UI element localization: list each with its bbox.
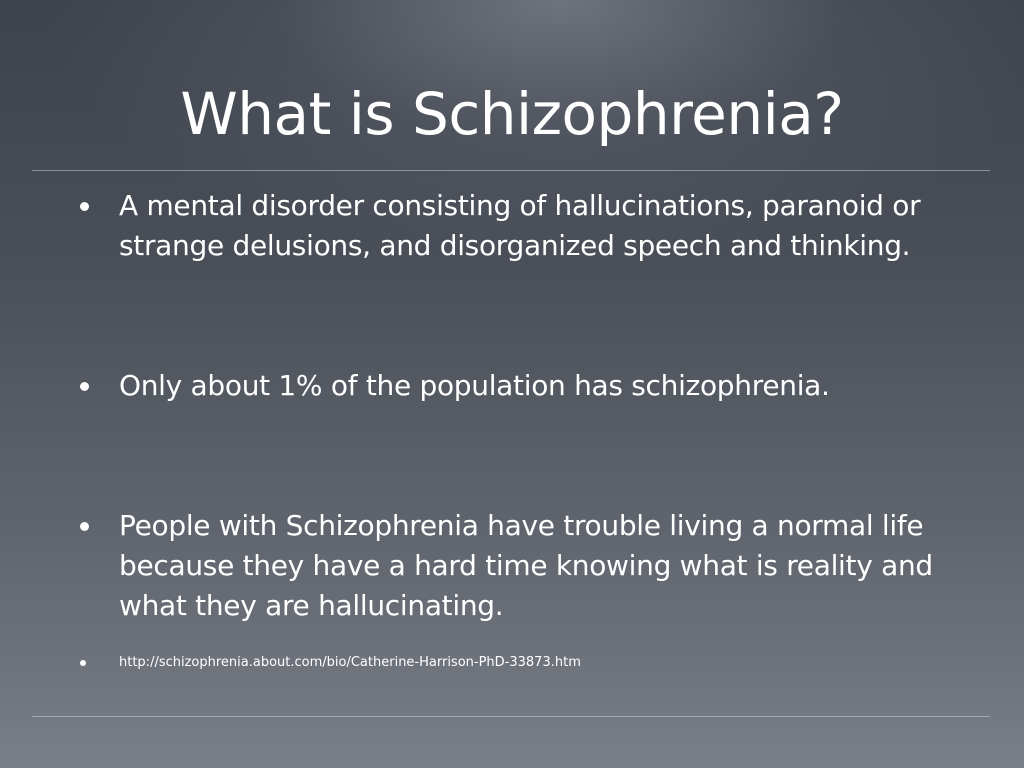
bullet-dot-icon: [80, 522, 89, 531]
slide-title: What is Schizophrenia?: [180, 80, 844, 148]
bullet-text: Only about 1% of the population has schizophrenia.: [119, 369, 830, 402]
bullet-text: A mental disorder consisting of hallucinations, paranoid or strange delusions, and disorganized speech and thinking.: [119, 189, 921, 262]
bullet-text: People with Schizophrenia have trouble living a normal life because they have a hard time knowing what is reality and what they are hallucinating.: [119, 509, 933, 622]
bullet-item: [80, 366, 960, 406]
footer-divider: [32, 716, 990, 717]
bullet-dot-icon: [80, 660, 86, 666]
source-item: [80, 654, 960, 672]
bullet-dot-icon: [80, 382, 89, 391]
source-link[interactable]: http://schizophrenia.about.com/bio/Catherine-Harrison-PhD-33873.htm: [119, 655, 581, 670]
bullet-item: [80, 186, 960, 266]
bullet-item: [80, 506, 960, 626]
bullet-dot-icon: [80, 202, 89, 211]
title-divider: [32, 170, 990, 171]
